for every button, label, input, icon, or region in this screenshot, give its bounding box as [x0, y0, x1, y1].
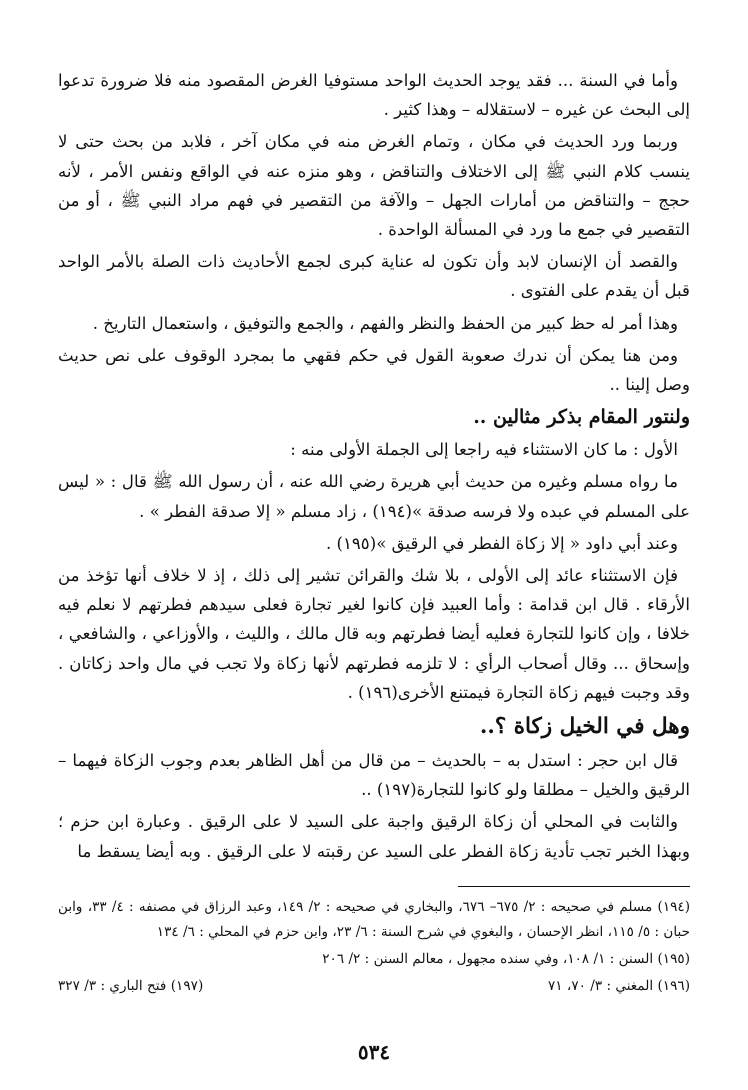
paragraph-contradiction: وربما ورد الحديث في مكان ، وتمام الغرض منه في مكان آخر ، فلابد من بحث حتى لا ينسب كلام النبي ﷺ إلى الاختلاف والتناقض ، وهو منزه عنه في الواقع ونفس الأمر ، لأنه حجج – والتناقض من أمارات الجهل – والآفة من التقصير في فهم مراد النبي ﷺ ، أو من التقصير في جمع ما ورد في المسألة الواحدة . — [58, 132, 690, 240]
paragraph-ibn-hajar: قال ابن حجر : استدل به – بالحديث – من قال من أهل الظاهر بعدم وجوب الزكاة فيهما – الرقيق والخيل – مطلقا ولو كانوا للتجارة(١٩٧) .. — [58, 751, 690, 800]
paragraph-sunnah: وأما في السنة ... فقد يوجد الحديث الواحد مستوفيا الغرض المقصود منه فلا ضرورة تدعوا إلى البحث عن غيره – لاستقلاله – وهذا كثير . — [58, 71, 690, 120]
paragraph-abu-dawud: وعند أبي داود « إلا زكاة الفطر في الرقيق »(١٩٥) . — [325, 533, 678, 553]
footnote-195: (١٩٥) السنن : ١/ ١٠٨، وفي سنده مجهول ، معالم السنن : ٢/ ٢٠٦ — [322, 950, 690, 967]
paragraph-muhalla: والثابت في المحلي أن زكاة الرقيق واجبة على السيد لا على الرقيق . وعبارة ابن حزم ؛ وبهذا الخبر تجب تأدية زكاة الفطر على السيد عن رقبته لا على الرقيق . وبه أيضا يسقط ما — [58, 812, 690, 861]
paragraph-memorization: وهذا أمر له حظ كبير من الحفظ والنظر والفهم ، والجمع والتوفيق ، واستعمال التاريخ . — [92, 313, 678, 333]
page-number: ٥٣٤ — [357, 1040, 391, 1064]
paragraph-collecting-hadith: والقصد أن الإنسان لابد وأن تكون له عناية كبرى لجمع الأحاديث ذات الصلة بالأمر الواحد قبل أن يقدم على الفتوى . — [58, 252, 690, 301]
section-heading-two-examples: ولنتور المقام بذكر مثالين .. — [473, 406, 690, 429]
paragraph-hadith-muslim: ما رواه مسلم وغيره من حديث أبي هريرة رضي الله عنه ، أن رسول الله ﷺ قال : « ليس على المسلم في عبده ولا فرسه صدقة »(١٩٤) ، زاد مسلم « إلا صدقة الفطر » . — [58, 472, 690, 521]
footnote-197: (١٩٧) فتح الباري : ٣/ ٣٢٧ — [58, 977, 204, 994]
paragraph-difficulty: ومن هنا يمكن أن ندرك صعوبة القول في حكم فقهي ما بمجرد الوقوف على نص حديث وصل إلينا .. — [58, 345, 690, 395]
footnote-divider — [458, 886, 690, 887]
paragraph-exception: فإن الاستثناء عائد إلى الأولى ، بلا شك والقرائن تشير إلى ذلك ، إذ لا خلاف أنها تؤخذ من الأرقاء . قال ابن قدامة : وأما العبيد فإن كانوا لغير تجارة فعلى سيدهم فطرتهم لا نعلم فيه خلافا ، وإن كانوا للتجارة فعليه أيضا فطرتهم وبه قال مالك ، والليث ، والأوزاعي ، والشافعي ، وإسحاق ... وقال أصحاب الرأي : لا تلزمه فطرتهم لأنها زكاة ولا تجب في مال واحد زكاتان . وقد وجبت فيهم زكاة التجارة فيمتنع الأخرى(١٩٦) . — [58, 566, 690, 702]
paragraph-first-example: الأول : ما كان الاستثناء فيه راجعا إلى الجملة الأولى منه : — [290, 440, 678, 460]
footnote-row-196-197 — [58, 974, 690, 999]
footnote-194: (١٩٤) مسلم في صحيحه : ٢/ ٦٧٥– ٦٧٦، والبخاري في صحيحه : ٢/ ١٤٩، وعبد الرزاق في مصنفه : ٤/ ٣٣، وابن حبان : ٥/ ١١٥، انظر الإحسان ، والبغوي في شرح السنة : ٦/ ٢٣، وابن حزم في المحلي : ٦/ ١٣٤ — [58, 898, 691, 940]
section-heading-horses: وهل في الخيل زكاة ؟.. — [479, 714, 690, 740]
footnote-196: (١٩٦) المغني : ٣/ ٧٠، ٧١ — [548, 977, 690, 994]
